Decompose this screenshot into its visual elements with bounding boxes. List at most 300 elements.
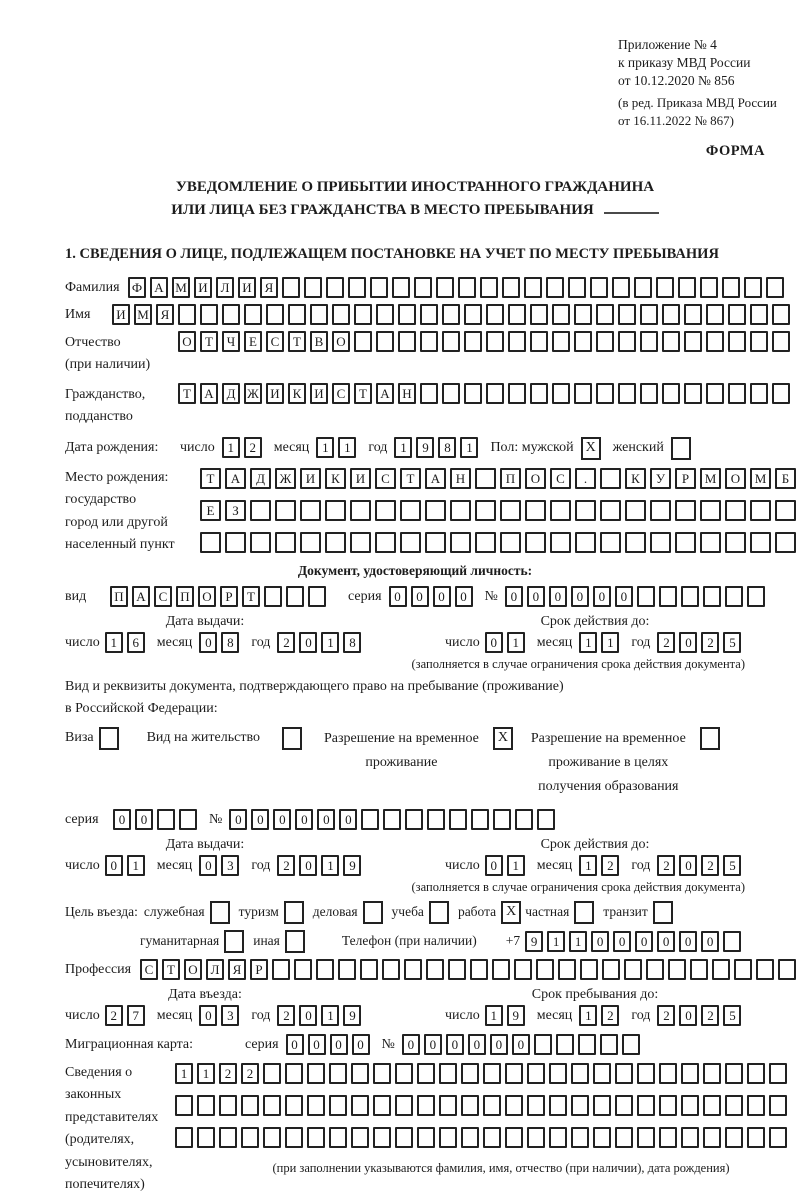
char-cell[interactable] [650, 500, 671, 521]
char-cell[interactable]: 0 [593, 586, 611, 607]
char-cell[interactable] [552, 304, 570, 325]
char-cell[interactable] [700, 277, 718, 298]
char-cell[interactable] [461, 1095, 479, 1116]
char-cell[interactable] [461, 1063, 479, 1084]
char-cell[interactable] [750, 304, 768, 325]
char-cell[interactable]: 2 [657, 1005, 675, 1026]
char-cell[interactable]: Р [220, 586, 238, 607]
char-cell[interactable] [417, 1095, 435, 1116]
char-cell[interactable] [502, 277, 520, 298]
char-cell[interactable] [375, 500, 396, 521]
char-cell[interactable] [500, 532, 521, 553]
char-cell[interactable] [400, 532, 421, 553]
char-cell[interactable] [272, 959, 290, 980]
char-cell[interactable]: 1 [485, 1005, 503, 1026]
char-cell[interactable]: М [700, 468, 721, 489]
char-cell[interactable]: 0 [635, 931, 653, 952]
char-cell[interactable] [464, 304, 482, 325]
residence-permit-checkbox[interactable] [282, 727, 302, 750]
char-cell[interactable]: 0 [468, 1034, 486, 1055]
char-cell[interactable]: Д [250, 468, 271, 489]
char-cell[interactable]: А [376, 383, 394, 404]
char-cell[interactable]: 1 [321, 632, 339, 653]
char-cell[interactable] [596, 331, 614, 352]
char-cell[interactable] [370, 277, 388, 298]
char-cell[interactable] [722, 277, 740, 298]
char-cell[interactable] [600, 468, 621, 489]
char-cell[interactable] [725, 500, 746, 521]
char-cell[interactable]: П [110, 586, 128, 607]
char-cell[interactable] [310, 304, 328, 325]
char-cell[interactable] [766, 277, 784, 298]
char-cell[interactable] [241, 1127, 259, 1148]
char-cell[interactable] [700, 532, 721, 553]
char-cell[interactable] [747, 1063, 765, 1084]
char-cell[interactable] [439, 1095, 457, 1116]
char-cell[interactable] [596, 383, 614, 404]
char-cell[interactable]: Е [244, 331, 262, 352]
char-cell[interactable] [200, 532, 221, 553]
char-cell[interactable] [772, 383, 790, 404]
char-cell[interactable] [750, 331, 768, 352]
char-cell[interactable] [464, 383, 482, 404]
char-cell[interactable]: Т [400, 468, 421, 489]
char-cell[interactable] [250, 500, 271, 521]
char-cell[interactable] [219, 1095, 237, 1116]
char-cell[interactable] [417, 1063, 435, 1084]
char-cell[interactable] [282, 277, 300, 298]
char-cell[interactable] [373, 1127, 391, 1148]
char-cell[interactable] [681, 1127, 699, 1148]
char-cell[interactable]: И [300, 468, 321, 489]
char-cell[interactable]: 2 [601, 1005, 619, 1026]
char-cell[interactable] [675, 532, 696, 553]
char-cell[interactable] [659, 586, 677, 607]
char-cell[interactable] [376, 304, 394, 325]
char-cell[interactable] [712, 959, 730, 980]
char-cell[interactable]: 0 [317, 809, 335, 830]
char-cell[interactable] [580, 959, 598, 980]
char-cell[interactable] [600, 500, 621, 521]
char-cell[interactable]: 0 [701, 931, 719, 952]
char-cell[interactable]: 0 [613, 931, 631, 952]
char-cell[interactable] [307, 1127, 325, 1148]
char-cell[interactable] [442, 383, 460, 404]
char-cell[interactable] [600, 532, 621, 553]
char-cell[interactable] [420, 383, 438, 404]
char-cell[interactable] [728, 331, 746, 352]
char-cell[interactable]: 9 [343, 1005, 361, 1026]
char-cell[interactable] [747, 1127, 765, 1148]
char-cell[interactable]: 0 [295, 809, 313, 830]
char-cell[interactable]: 0 [424, 1034, 442, 1055]
char-cell[interactable]: Ч [222, 331, 240, 352]
char-cell[interactable] [537, 809, 555, 830]
char-cell[interactable] [395, 1095, 413, 1116]
char-cell[interactable] [219, 1127, 237, 1148]
char-cell[interactable] [316, 959, 334, 980]
char-cell[interactable]: 0 [571, 586, 589, 607]
char-cell[interactable] [775, 532, 796, 553]
char-cell[interactable] [684, 304, 702, 325]
char-cell[interactable] [514, 959, 532, 980]
char-cell[interactable] [350, 532, 371, 553]
char-cell[interactable]: 0 [549, 586, 567, 607]
char-cell[interactable] [725, 1063, 743, 1084]
char-cell[interactable] [662, 331, 680, 352]
char-cell[interactable] [375, 532, 396, 553]
char-cell[interactable] [612, 277, 630, 298]
char-cell[interactable]: О [525, 468, 546, 489]
char-cell[interactable]: Т [200, 468, 221, 489]
char-cell[interactable] [483, 1095, 501, 1116]
char-cell[interactable]: 0 [299, 855, 317, 876]
visa-checkbox[interactable] [99, 727, 119, 750]
char-cell[interactable] [307, 1063, 325, 1084]
char-cell[interactable] [546, 277, 564, 298]
char-cell[interactable]: Р [250, 959, 268, 980]
char-cell[interactable]: 8 [438, 437, 456, 458]
char-cell[interactable] [525, 500, 546, 521]
char-cell[interactable] [264, 586, 282, 607]
char-cell[interactable] [750, 532, 771, 553]
char-cell[interactable]: 0 [485, 632, 503, 653]
char-cell[interactable] [656, 277, 674, 298]
char-cell[interactable] [744, 277, 762, 298]
char-cell[interactable] [439, 1063, 457, 1084]
char-cell[interactable] [354, 304, 372, 325]
purpose-official-checkbox[interactable] [210, 901, 230, 924]
char-cell[interactable] [461, 1127, 479, 1148]
char-cell[interactable]: Р [675, 468, 696, 489]
char-cell[interactable]: Т [200, 331, 218, 352]
char-cell[interactable] [574, 304, 592, 325]
char-cell[interactable] [500, 500, 521, 521]
char-cell[interactable] [263, 1063, 281, 1084]
char-cell[interactable] [625, 500, 646, 521]
char-cell[interactable]: Ф [128, 277, 146, 298]
char-cell[interactable] [304, 277, 322, 298]
char-cell[interactable] [450, 532, 471, 553]
char-cell[interactable] [382, 959, 400, 980]
char-cell[interactable]: 0 [135, 809, 153, 830]
char-cell[interactable]: А [425, 468, 446, 489]
char-cell[interactable]: 0 [490, 1034, 508, 1055]
char-cell[interactable]: Ж [275, 468, 296, 489]
char-cell[interactable] [590, 277, 608, 298]
char-cell[interactable]: А [200, 383, 218, 404]
char-cell[interactable] [241, 1095, 259, 1116]
char-cell[interactable] [681, 586, 699, 607]
female-checkbox[interactable] [671, 437, 691, 460]
char-cell[interactable] [157, 809, 175, 830]
char-cell[interactable]: 0 [433, 586, 451, 607]
char-cell[interactable]: Ж [244, 383, 262, 404]
char-cell[interactable]: С [140, 959, 158, 980]
char-cell[interactable] [703, 1127, 721, 1148]
char-cell[interactable] [530, 304, 548, 325]
char-cell[interactable]: А [150, 277, 168, 298]
char-cell[interactable] [618, 304, 636, 325]
char-cell[interactable] [536, 959, 554, 980]
char-cell[interactable] [690, 959, 708, 980]
char-cell[interactable]: 2 [701, 1005, 719, 1026]
char-cell[interactable] [684, 331, 702, 352]
char-cell[interactable]: . [575, 468, 596, 489]
char-cell[interactable] [706, 304, 724, 325]
char-cell[interactable]: 8 [343, 632, 361, 653]
char-cell[interactable]: О [178, 331, 196, 352]
char-cell[interactable]: 2 [105, 1005, 123, 1026]
char-cell[interactable] [395, 1063, 413, 1084]
char-cell[interactable]: 1 [321, 1005, 339, 1026]
char-cell[interactable] [470, 959, 488, 980]
char-cell[interactable] [552, 331, 570, 352]
char-cell[interactable] [175, 1095, 193, 1116]
char-cell[interactable] [571, 1127, 589, 1148]
char-cell[interactable] [225, 532, 246, 553]
char-cell[interactable] [475, 532, 496, 553]
char-cell[interactable] [420, 331, 438, 352]
char-cell[interactable]: 2 [701, 855, 719, 876]
char-cell[interactable]: М [750, 468, 771, 489]
char-cell[interactable] [552, 383, 570, 404]
char-cell[interactable] [480, 277, 498, 298]
char-cell[interactable] [294, 959, 312, 980]
char-cell[interactable]: 2 [277, 632, 295, 653]
char-cell[interactable]: 2 [701, 632, 719, 653]
char-cell[interactable] [197, 1095, 215, 1116]
char-cell[interactable] [602, 959, 620, 980]
char-cell[interactable]: К [325, 468, 346, 489]
char-cell[interactable] [329, 1095, 347, 1116]
char-cell[interactable] [659, 1063, 677, 1084]
char-cell[interactable]: 0 [411, 586, 429, 607]
char-cell[interactable] [575, 532, 596, 553]
char-cell[interactable] [266, 304, 284, 325]
char-cell[interactable]: 1 [601, 632, 619, 653]
char-cell[interactable] [425, 532, 446, 553]
char-cell[interactable]: 1 [507, 632, 525, 653]
char-cell[interactable] [703, 1063, 721, 1084]
purpose-humanitarian-checkbox[interactable] [224, 930, 244, 953]
char-cell[interactable]: 1 [222, 437, 240, 458]
purpose-other-checkbox[interactable] [285, 930, 305, 953]
char-cell[interactable] [640, 304, 658, 325]
char-cell[interactable]: Т [242, 586, 260, 607]
char-cell[interactable]: 1 [338, 437, 356, 458]
char-cell[interactable] [326, 277, 344, 298]
char-cell[interactable] [442, 331, 460, 352]
char-cell[interactable]: 1 [175, 1063, 193, 1084]
char-cell[interactable] [486, 383, 504, 404]
char-cell[interactable]: 3 [221, 1005, 239, 1026]
char-cell[interactable] [395, 1127, 413, 1148]
char-cell[interactable] [405, 809, 423, 830]
char-cell[interactable] [493, 809, 511, 830]
char-cell[interactable] [575, 500, 596, 521]
char-cell[interactable] [769, 1063, 787, 1084]
char-cell[interactable] [703, 1095, 721, 1116]
purpose-work-checkbox[interactable]: X [501, 901, 521, 924]
char-cell[interactable] [662, 304, 680, 325]
char-cell[interactable] [414, 277, 432, 298]
char-cell[interactable] [508, 383, 526, 404]
char-cell[interactable]: 0 [402, 1034, 420, 1055]
char-cell[interactable] [725, 1127, 743, 1148]
char-cell[interactable]: А [132, 586, 150, 607]
char-cell[interactable] [475, 468, 496, 489]
char-cell[interactable]: О [332, 331, 350, 352]
char-cell[interactable] [361, 809, 379, 830]
char-cell[interactable] [706, 331, 724, 352]
char-cell[interactable]: Т [288, 331, 306, 352]
char-cell[interactable] [659, 1095, 677, 1116]
char-cell[interactable]: 1 [105, 632, 123, 653]
char-cell[interactable]: У [650, 468, 671, 489]
char-cell[interactable] [646, 959, 664, 980]
char-cell[interactable] [348, 277, 366, 298]
char-cell[interactable] [505, 1063, 523, 1084]
char-cell[interactable] [475, 500, 496, 521]
temp-residence-edu-checkbox[interactable] [700, 727, 720, 750]
char-cell[interactable] [593, 1127, 611, 1148]
char-cell[interactable]: П [176, 586, 194, 607]
char-cell[interactable] [769, 1095, 787, 1116]
char-cell[interactable]: 0 [105, 855, 123, 876]
char-cell[interactable] [637, 1127, 655, 1148]
char-cell[interactable] [772, 304, 790, 325]
char-cell[interactable] [508, 304, 526, 325]
char-cell[interactable] [354, 331, 372, 352]
char-cell[interactable]: 0 [657, 931, 675, 952]
char-cell[interactable] [684, 383, 702, 404]
char-cell[interactable] [622, 1034, 640, 1055]
char-cell[interactable] [625, 532, 646, 553]
char-cell[interactable] [778, 959, 796, 980]
char-cell[interactable] [222, 304, 240, 325]
char-cell[interactable] [525, 532, 546, 553]
char-cell[interactable]: 1 [197, 1063, 215, 1084]
char-cell[interactable] [351, 1063, 369, 1084]
char-cell[interactable] [703, 586, 721, 607]
char-cell[interactable] [600, 1034, 618, 1055]
char-cell[interactable] [650, 532, 671, 553]
char-cell[interactable]: 6 [127, 632, 145, 653]
char-cell[interactable] [723, 931, 741, 952]
char-cell[interactable] [483, 1063, 501, 1084]
char-cell[interactable]: Л [206, 959, 224, 980]
char-cell[interactable] [615, 1095, 633, 1116]
char-cell[interactable]: Л [216, 277, 234, 298]
char-cell[interactable]: 2 [241, 1063, 259, 1084]
char-cell[interactable] [624, 959, 642, 980]
char-cell[interactable] [439, 1127, 457, 1148]
char-cell[interactable]: А [225, 468, 246, 489]
char-cell[interactable]: 1 [507, 855, 525, 876]
char-cell[interactable] [527, 1063, 545, 1084]
char-cell[interactable] [486, 331, 504, 352]
char-cell[interactable] [678, 277, 696, 298]
char-cell[interactable]: 3 [221, 855, 239, 876]
char-cell[interactable]: О [184, 959, 202, 980]
char-cell[interactable] [530, 331, 548, 352]
char-cell[interactable] [288, 304, 306, 325]
char-cell[interactable] [725, 532, 746, 553]
char-cell[interactable]: 1 [579, 855, 597, 876]
char-cell[interactable] [329, 1127, 347, 1148]
char-cell[interactable]: 0 [299, 632, 317, 653]
char-cell[interactable]: 0 [679, 931, 697, 952]
char-cell[interactable] [728, 304, 746, 325]
char-cell[interactable]: 0 [199, 855, 217, 876]
char-cell[interactable] [530, 383, 548, 404]
char-cell[interactable]: О [198, 586, 216, 607]
char-cell[interactable]: 0 [615, 586, 633, 607]
char-cell[interactable]: Я [228, 959, 246, 980]
char-cell[interactable] [471, 809, 489, 830]
char-cell[interactable] [338, 959, 356, 980]
char-cell[interactable]: И [310, 383, 328, 404]
char-cell[interactable] [285, 1095, 303, 1116]
char-cell[interactable]: 5 [723, 1005, 741, 1026]
char-cell[interactable] [376, 331, 394, 352]
char-cell[interactable] [549, 1063, 567, 1084]
char-cell[interactable] [527, 1095, 545, 1116]
char-cell[interactable] [568, 277, 586, 298]
char-cell[interactable]: 1 [547, 931, 565, 952]
char-cell[interactable] [615, 1063, 633, 1084]
char-cell[interactable]: С [375, 468, 396, 489]
char-cell[interactable] [250, 532, 271, 553]
char-cell[interactable] [618, 383, 636, 404]
char-cell[interactable]: 1 [321, 855, 339, 876]
char-cell[interactable]: С [332, 383, 350, 404]
char-cell[interactable] [550, 500, 571, 521]
char-cell[interactable]: И [266, 383, 284, 404]
char-cell[interactable] [351, 1095, 369, 1116]
char-cell[interactable]: Т [354, 383, 372, 404]
char-cell[interactable] [527, 1127, 545, 1148]
char-cell[interactable] [275, 500, 296, 521]
char-cell[interactable] [549, 1095, 567, 1116]
char-cell[interactable] [725, 1095, 743, 1116]
char-cell[interactable] [558, 959, 576, 980]
char-cell[interactable]: Я [156, 304, 174, 325]
char-cell[interactable]: 1 [394, 437, 412, 458]
char-cell[interactable] [574, 331, 592, 352]
char-cell[interactable] [464, 331, 482, 352]
char-cell[interactable]: 1 [579, 1005, 597, 1026]
char-cell[interactable] [360, 959, 378, 980]
char-cell[interactable] [640, 383, 658, 404]
char-cell[interactable]: 2 [277, 855, 295, 876]
char-cell[interactable]: 0 [352, 1034, 370, 1055]
char-cell[interactable] [392, 277, 410, 298]
char-cell[interactable]: 0 [199, 1005, 217, 1026]
char-cell[interactable] [775, 500, 796, 521]
char-cell[interactable] [659, 1127, 677, 1148]
char-cell[interactable]: 0 [505, 586, 523, 607]
purpose-study-checkbox[interactable] [429, 901, 449, 924]
char-cell[interactable]: В [310, 331, 328, 352]
char-cell[interactable] [285, 1127, 303, 1148]
char-cell[interactable]: 2 [219, 1063, 237, 1084]
char-cell[interactable] [593, 1063, 611, 1084]
char-cell[interactable] [436, 277, 454, 298]
char-cell[interactable] [637, 1095, 655, 1116]
char-cell[interactable]: 0 [286, 1034, 304, 1055]
